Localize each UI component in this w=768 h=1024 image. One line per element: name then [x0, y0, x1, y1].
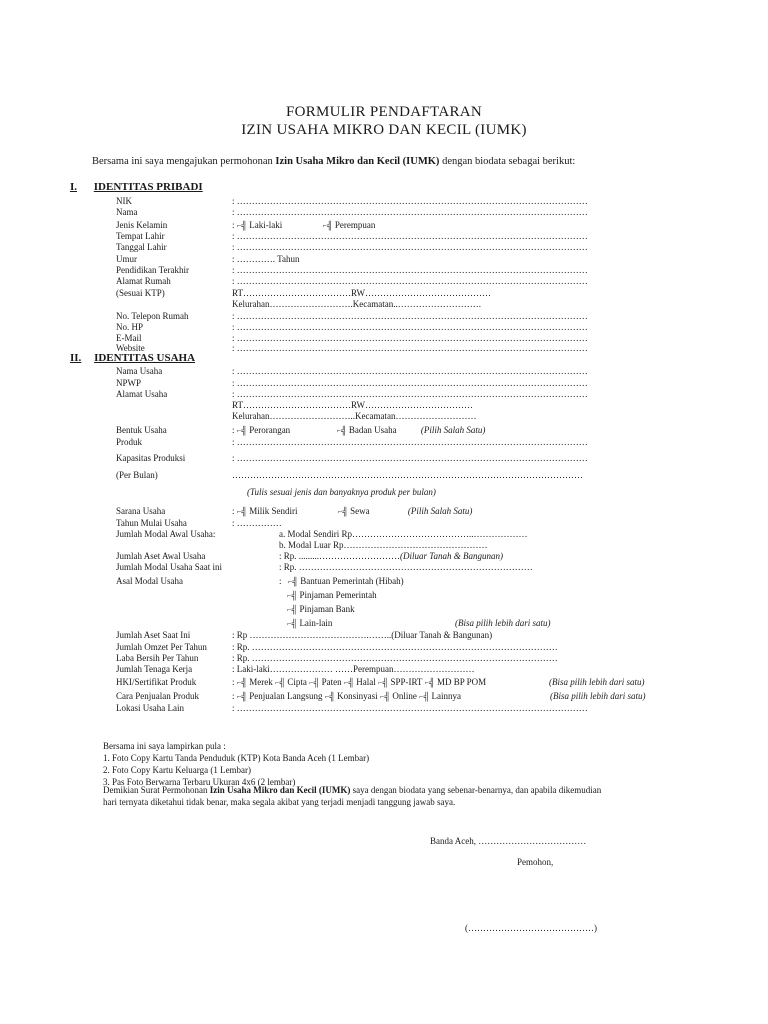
section1-title: IDENTITAS PRIBADI — [93, 181, 203, 193]
label-aset-saat-ini: Jumlah Aset Saat Ini — [116, 630, 191, 640]
asal-modal-pinjaman-pemerintah — [287, 590, 377, 600]
option-spp-irt: SPP-IRT — [390, 677, 423, 687]
bentuk-colon: : — [232, 425, 235, 435]
aset-awal-dots[interactable]: : Rp. .........……………………… — [279, 551, 401, 561]
option-perorangan: Perorangan — [249, 425, 291, 435]
checkbox-icon[interactable]: ⌐╣ — [337, 507, 348, 516]
checkbox-icon[interactable]: ⌐╣ — [287, 577, 298, 586]
label-umur: Umur — [116, 254, 137, 264]
website-field[interactable]: : ……………………………………………………………………………………………………… — [232, 343, 588, 353]
umur-field[interactable]: : …………. Tahun — [232, 254, 300, 264]
rt-rw-field[interactable]: RT………………………………RW…………………………………… — [232, 288, 491, 298]
lampiran-item-1: 1. Foto Copy Kartu Tanda Penduduk (KTP) Kota Banda Aceh (1 Lembar) — [103, 753, 370, 763]
label-website: Website — [116, 343, 145, 353]
option-paten: Paten — [321, 677, 342, 687]
modal-luar-field[interactable]: b. Modal Luar Rp………………………………………… — [279, 540, 488, 550]
intro-bold: Izin Usaha Mikro dan Kecil (IUMK) — [275, 156, 440, 167]
label-hki: HKI/Sertifikat Produk — [116, 677, 197, 687]
label-hp: No. HP — [116, 322, 144, 332]
closing-pre: Demikian Surat Permohonan — [103, 785, 210, 795]
jk-colon: : — [232, 220, 235, 230]
omzet-field[interactable]: : Rp. ………………………………………………………………………………………… — [232, 642, 558, 652]
kapasitas-field[interactable]: : ……………………………………………………………………………………………………… — [232, 453, 588, 463]
sarana-colon: : — [232, 506, 235, 516]
npwp-field[interactable]: : ……………………………………………………………………………………………………… — [232, 378, 588, 388]
checkbox-icon[interactable]: ⌐╣ — [322, 221, 333, 230]
lampiran-intro: Bersama ini saya lampirkan pula : — [103, 741, 226, 751]
label-kapasitas: Kapasitas Produksi — [116, 453, 186, 463]
label-sarana: Sarana Usaha — [116, 506, 166, 516]
laba-field[interactable]: : Rp. ………………………………………………………………………………………… — [232, 653, 558, 663]
label-modal-awal: Jumlah Modal Awal Usaha: — [116, 529, 216, 539]
section1-num: I. — [70, 181, 78, 193]
option-pinjaman-bank: Pinjaman Bank — [299, 604, 355, 614]
option-halal: Halal — [356, 677, 376, 687]
label-lokasi-lain: Lokasi Usaha Lain — [116, 703, 184, 713]
checkbox-icon[interactable]: ⌐╣ — [287, 605, 298, 614]
aset-awal-field — [279, 551, 503, 561]
checkbox-icon[interactable]: ⌐╣ — [336, 426, 347, 435]
label-email: E-Mail — [116, 333, 142, 343]
label-tenaga: Jumlah Tenaga Kerja — [116, 664, 193, 674]
pilih-note-2: (Pilih Salah Satu) — [407, 506, 473, 516]
asal-colon: : — [279, 576, 282, 586]
kelurahan-usaha-field[interactable]: Kelurahan………………………..Kecamatan……………………… — [232, 411, 477, 421]
label-pendidikan: Pendidikan Terakhir — [116, 265, 189, 275]
section2-num: II. — [70, 352, 82, 364]
label-jenis-kelamin: Jenis Kelamin — [116, 220, 168, 230]
form-title: FORMULIR PENDAFTARAN — [285, 104, 483, 120]
option-lainnya: Lainnya — [431, 691, 462, 701]
option-konsinyasi: Konsinyasi — [337, 691, 378, 701]
alamat-rumah-field[interactable]: : ……………………………………………………………………………………………………… — [232, 276, 588, 286]
email-field[interactable]: : ……………………………………………………………………………………………………… — [232, 333, 588, 343]
label-laba: Laba Bersih Per Tahun — [116, 653, 199, 663]
tulis-note: (Tulis sesuai jenis dan banyaknya produk per bulan) — [247, 487, 436, 497]
option-pinjaman-pemerintah: Pinjaman Pemerintah — [299, 590, 377, 600]
sarana-field — [232, 506, 472, 516]
option-merek: Merek — [249, 677, 273, 687]
checkbox-icon[interactable]: ⌐╣ — [379, 692, 391, 701]
intro-text — [92, 156, 575, 167]
jenis-kelamin-field — [232, 220, 375, 230]
option-perempuan: Perempuan — [334, 220, 376, 230]
checkbox-icon[interactable]: ⌐╣ — [236, 678, 247, 687]
label-omzet: Jumlah Omzet Per Tahun — [116, 642, 207, 652]
label-alamat-rumah: Alamat Rumah — [116, 276, 171, 286]
asal-modal-pinjaman-bank — [287, 604, 355, 614]
per-bulan-field[interactable]: ……………………………………………………………………………………………………… — [232, 470, 583, 480]
tanggal-lahir-field[interactable]: : ……………………………………………………………………………………………………… — [232, 242, 588, 252]
pendidikan-field[interactable]: : ……………………………………………………………………………………………………… — [232, 265, 588, 275]
option-badan-usaha: Badan Usaha — [348, 425, 397, 435]
telepon-field[interactable]: : ……………………………………………………………………………………………………… — [232, 311, 588, 321]
closing-post: saya dengan biodata yang sebenar-benarnya, dan apabila dikemudian — [350, 785, 602, 795]
asal-modal-lain-lain — [287, 618, 332, 628]
alamat-usaha-field[interactable]: : ……………………………………………………………………………………………………… — [232, 389, 588, 399]
option-online: Online — [392, 691, 417, 701]
hki-field — [232, 677, 486, 687]
label-per-bulan: (Per Bulan) — [116, 470, 158, 480]
checkbox-icon[interactable]: ⌐╣ — [424, 678, 435, 687]
label-tanggal-lahir: Tanggal Lahir — [116, 242, 167, 252]
checkbox-icon[interactable]: ⌐╣ — [287, 591, 298, 600]
label-asal-modal: Asal Modal Usaha — [116, 576, 183, 586]
checkbox-icon[interactable]: ⌐╣ — [343, 678, 355, 687]
tempat-lahir-field[interactable]: : ……………………………………………………………………………………………………… — [232, 231, 588, 241]
lampiran-item-3: 3. Pas Foto Berwarna Terbaru Ukuran 4x6 (2 lembar) — [103, 777, 296, 787]
option-sewa: Sewa — [350, 506, 370, 516]
aset-saat-ini-field[interactable]: : Rp ………………………………….……..(Diluar Tanah & Bangunan) — [232, 630, 493, 640]
tenaga-field[interactable]: : Laki-laki………………… ……Perempuan……………………… — [232, 664, 475, 674]
label-nik: NIK — [116, 196, 132, 206]
checkbox-icon[interactable]: ⌐╣ — [236, 426, 247, 435]
section1-header — [70, 181, 203, 193]
option-cipta: Cipta — [287, 677, 307, 687]
option-laki: Laki-laki — [249, 220, 283, 230]
checkbox-icon[interactable]: ⌐╣ — [324, 692, 335, 701]
label-aset-awal: Jumlah Aset Awal Usaha — [116, 551, 206, 561]
bisa-pilih-note-2: (Bisa pilih lebih dari satu) — [549, 677, 645, 687]
option-bantuan: Bantuan Pemerintah (Hibah) — [300, 576, 404, 586]
label-bentuk-usaha: Bentuk Usaha — [116, 425, 167, 435]
bentuk-usaha-field — [232, 425, 485, 435]
checkbox-icon[interactable]: ⌐╣ — [309, 678, 320, 687]
checkbox-icon[interactable]: ⌐╣ — [236, 692, 247, 701]
rt-rw-usaha-field[interactable]: RT………………………………RW……………………………… — [232, 400, 473, 410]
nik-field[interactable]: : ……………………………………………………………………………………………………… — [232, 196, 588, 206]
diluar-note-1: (Diluar Tanah & Bangunan) — [400, 551, 503, 561]
penjualan-colon: : — [232, 691, 235, 701]
option-md-bp-pom: MD BP POM — [436, 677, 487, 687]
kelurahan-kecamatan-field[interactable]: Kelurahan……………………….Kecamatan..………………………. — [232, 299, 481, 309]
label-alamat-usaha: Alamat Usaha — [116, 389, 168, 399]
modal-saat-ini-field[interactable]: : Rp. …………………………………………………………………… — [279, 562, 533, 572]
intro-post: dengan biodata sebagai berikut: — [439, 156, 576, 167]
option-milik-sendiri: Milik Sendiri — [249, 506, 298, 516]
tahun-mulai-field[interactable]: : …………… — [232, 518, 282, 528]
nama-field[interactable]: : ……………………………………………………………………………………………………… — [232, 207, 588, 217]
label-telepon: No. Telepon Rumah — [116, 311, 189, 321]
place-date[interactable]: Banda Aceh, ……………………………… — [430, 836, 587, 846]
label-tempat-lahir: Tempat Lahir — [116, 231, 165, 241]
intro-pre: Bersama ini saya mengajukan permohonan — [92, 156, 276, 167]
closing-line-2: hari ternyata diketahui tidak benar, maka segala akibat yang terjadi menjadi tanggung jawab saya. — [103, 797, 456, 807]
checkbox-icon[interactable]: ⌐╣ — [287, 619, 298, 628]
option-penjualan-langsung: Penjualan Langsung — [249, 691, 323, 701]
penjualan-field — [232, 691, 461, 701]
closing-bold: Izin Usaha Mikro dan Kecil (IUMK) — [209, 785, 351, 795]
label-penjualan: Cara Penjualan Produk — [116, 691, 199, 701]
modal-sendiri-field[interactable]: a. Modal Sendiri Rp…………………………………..……………… — [279, 529, 528, 539]
closing-line-1 — [103, 785, 601, 795]
label-tahun-mulai: Tahun Mulai Usaha — [116, 518, 187, 528]
lampiran-item-2: 2. Foto Copy Kartu Keluarga (1 Lembar) — [103, 765, 252, 775]
lokasi-lain-field[interactable]: : ……………………………………………………………………………………………………… — [232, 703, 588, 713]
section2-title: IDENTITAS USAHA — [94, 352, 196, 364]
label-nama: Nama — [116, 207, 138, 217]
hp-field[interactable]: : ……………………………………………………………………………………………………… — [232, 322, 588, 332]
signature-name-line[interactable]: (……………………………………) — [465, 923, 597, 933]
bisa-pilih-note-3: (Bisa pilih lebih dari satu) — [550, 691, 646, 701]
label-nama-usaha: Nama Usaha — [116, 366, 163, 376]
label-npwp: NPWP — [116, 378, 142, 388]
produk-field[interactable]: : ……………………………………………………………………………………………………… — [232, 437, 588, 447]
nama-usaha-field[interactable]: : ……………………………………………………………………………………………………… — [232, 366, 588, 376]
checkbox-icon[interactable]: ⌐╣ — [236, 507, 247, 516]
checkbox-icon[interactable]: ⌐╣ — [236, 221, 247, 230]
pilih-note-1: (Pilih Salah Satu) — [420, 425, 486, 435]
form-subtitle: IZIN USAHA MIKRO DAN KECIL (IUMK) — [241, 122, 527, 138]
option-lain-lain: Lain-lain — [299, 618, 333, 628]
asal-modal-bantuan — [279, 576, 404, 586]
label-sesuai-ktp: (Sesuai KTP) — [116, 288, 165, 298]
bisa-pilih-note-1: (Bisa pilih lebih dari satu) — [455, 618, 551, 628]
checkbox-icon[interactable]: ⌐╣ — [378, 678, 389, 687]
checkbox-icon[interactable]: ⌐╣ — [274, 678, 286, 687]
hki-colon: : — [232, 677, 235, 687]
checkbox-icon[interactable]: ⌐╣ — [419, 692, 430, 701]
pemohon-label: Pemohon, — [517, 857, 554, 867]
label-modal-saat-ini: Jumlah Modal Usaha Saat ini — [116, 562, 222, 572]
section2-header — [70, 352, 195, 364]
label-produk: Produk — [116, 437, 143, 447]
